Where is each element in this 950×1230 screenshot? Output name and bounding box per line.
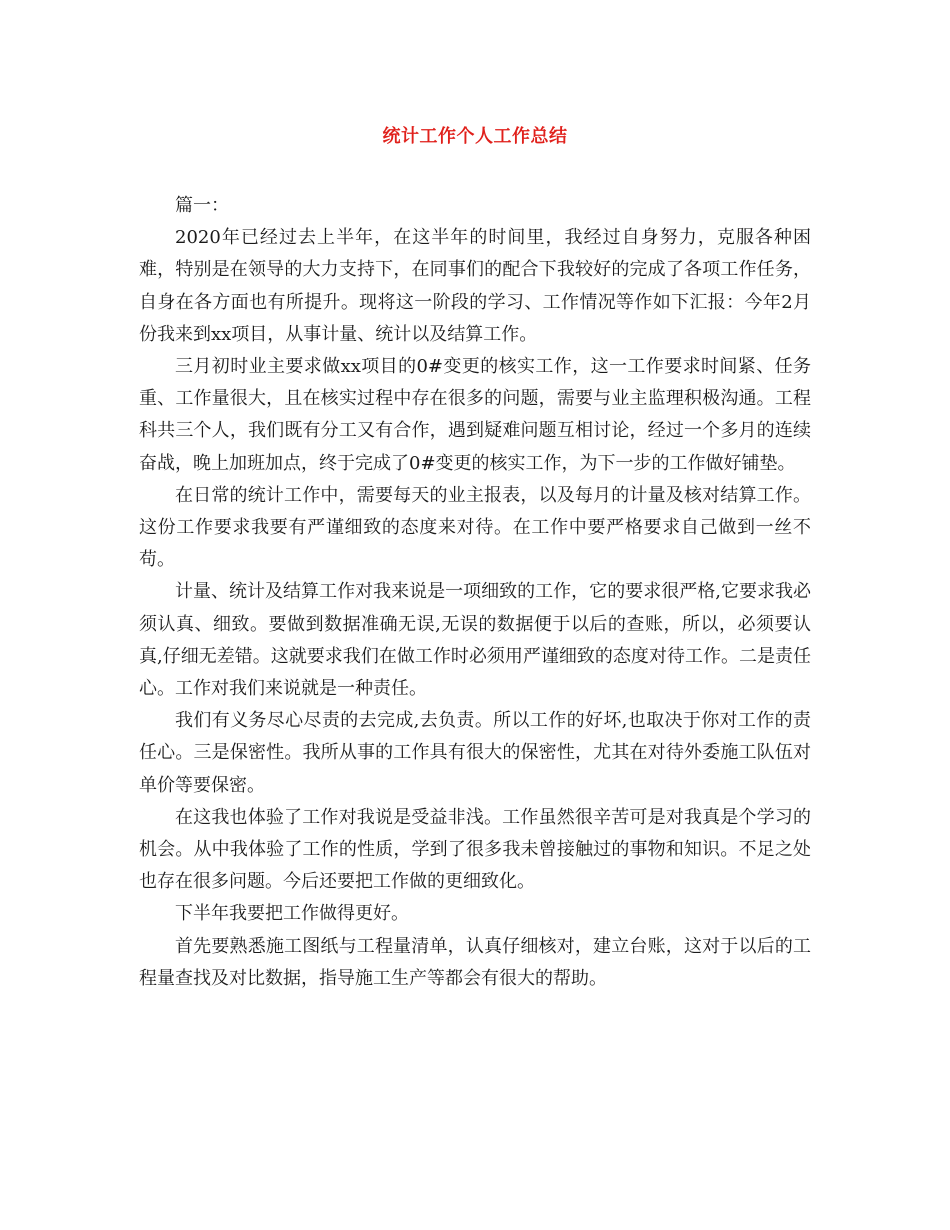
paragraph-section-label: 篇一： xyxy=(175,195,229,216)
paragraph: 在日常的统计工作中，需要每天的业主报表，以及每月的计量及核对结算工作。这份工作要求我要有严谨细致的态度来对待。在工作中要严格要求自己做到一丝不苟。 xyxy=(139,484,811,571)
paragraph: 在这我也体验了工作对我说是受益非浅。工作虽然很辛苦可是对我真是个学习的机会。从中我体验了工作的性质，学到了很多我未曾接触过的事物和知识。不足之处也存在很多问题。今后还要把工作做的更细致化。 xyxy=(139,806,811,893)
paragraph: 我们有义务尽心尽责的去完成,去负责。所以工作的好坏,也取决于你对工作的责任心。三是保密性。我所从事的工作具有很大的保密性，尤其在对待外委施工队伍对单价等要保密。 xyxy=(139,710,811,796)
paragraph: 下半年我要把工作做得更好。 xyxy=(175,903,409,925)
document-body xyxy=(139,190,811,995)
document-title: 统计工作个人工作总结 xyxy=(382,126,568,147)
paragraph: 2020年已经过去上半年，在这半年的时间里，我经过自身努力，克服各种困难，特别是在领导的大力支持下，在同事们的配合下我较好的完成了各项工作任务，自身在各方面也有所提升。现将这一阶段的学习、工作情况等作如下汇报：今年2月份我来到xx项目，从事计量、统计以及结算工作。 xyxy=(139,227,811,345)
paragraph: 三月初时业主要求做xx项目的0#变更的核实工作，这一工作要求时间紧、任务重、工作量很大，且在核实过程中存在很多的问题，需要与业主监理积极沟通。工程科共三个人，我们既有分工又有合作，遇到疑难问题互相讨论，经过一个多月的连续奋战，晚上加班加点，终于完成了0#变更的核实工作，为下一步的工作做好铺垫。 xyxy=(139,356,811,474)
paragraph: 计量、统计及结算工作对我来说是一项细致的工作，它的要求很严格,它要求我必须认真、细致。要做到数据准确无误,无误的数据便于以后的查账，所以，必须要认真,仔细无差错。这就要求我们在做工作时必须用严谨细致的态度对待工作。二是责任心。工作对我们来说就是一种责任。 xyxy=(139,581,811,700)
paragraph: 首先要熟悉施工图纸与工程量清单，认真仔细核对，建立台账，这对于以后的工程量查找及对比数据，指导施工生产等都会有很大的帮助。 xyxy=(139,935,811,989)
